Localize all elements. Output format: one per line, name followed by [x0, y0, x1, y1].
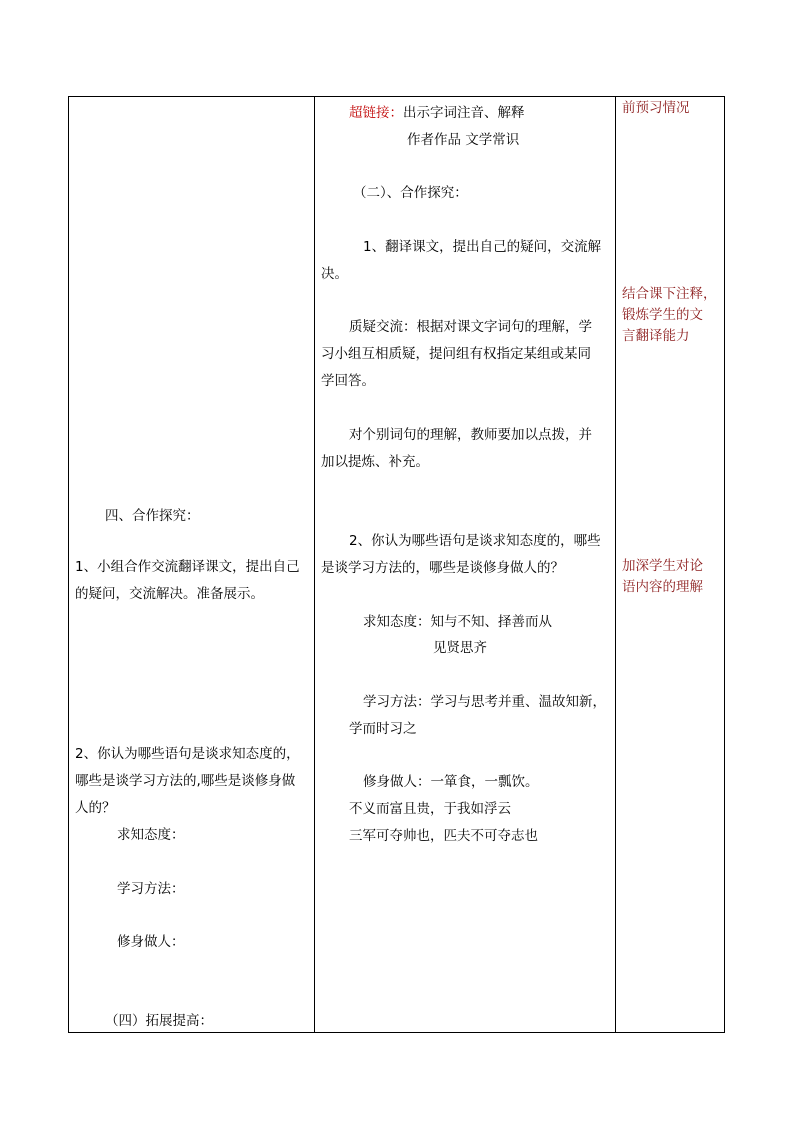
- attitude-answer-line1: 求知态度：知与不知、择善而从: [363, 614, 552, 630]
- note3-line1: 加深学生对论: [622, 558, 703, 574]
- cultivation-answer-line2: 不义而富且贵，于我如浮云: [349, 801, 511, 817]
- attitude-label: 求知态度：: [117, 827, 185, 843]
- cultivation-answer-line1: 修身做人：一箪食，一瓢饮。: [363, 774, 539, 790]
- design-intent-column: [616, 97, 725, 1033]
- section-title: （二）、合作探究：: [353, 185, 468, 201]
- q1-line2: 决。: [321, 266, 348, 282]
- attitude-answer-line2: 见贤思齐: [433, 640, 487, 656]
- note3-line2: 语内容的理解: [622, 579, 703, 595]
- method-answer-line2: 学而时习之: [349, 721, 417, 737]
- method-answer-line1: 学习方法：学习与思考并重、温故知新，: [363, 694, 606, 710]
- note2-line1: 结合课下注释，: [622, 286, 717, 302]
- note2-line3: 言翻译能力: [622, 328, 690, 344]
- cultivation-label: 修身做人：: [117, 934, 185, 950]
- teacher-activity-column: [315, 97, 616, 1033]
- hyperlink-text: 出示字词注音、解释: [403, 105, 525, 121]
- cooperative-inquiry-heading: 四、合作探究：: [105, 508, 200, 524]
- extension-heading: （四）拓展提高：: [105, 1013, 213, 1029]
- item1-line2: 的疑问，交流解决。准备展示。: [75, 586, 264, 602]
- cultivation-answer-line3: 三军可夺帅也，匹夫不可夺志也: [349, 828, 538, 844]
- note-preview: 前预习情况: [622, 100, 690, 116]
- item1-line1: 1、小组合作交流翻译课文，提出自己: [75, 559, 300, 575]
- discuss-line2: 习小组互相质疑，提问组有权指定某组或某同: [321, 346, 591, 362]
- item2-line3: 人的？: [75, 800, 116, 816]
- item2-line1: 2、你认为哪些语句是谈求知态度的，: [75, 746, 300, 762]
- method-label: 学习方法：: [117, 881, 185, 897]
- student-activity-column: [69, 97, 315, 1033]
- hyperlink-label[interactable]: 超链接：: [349, 105, 403, 121]
- q2-line2: 是谈学习方法的，哪些是谈修身做人的？: [321, 560, 564, 576]
- lesson-plan-table: [68, 96, 725, 1033]
- hyperlink-line: [349, 105, 525, 121]
- teacher-line1: 对个别词句的理解，教师要加以点拨，并: [349, 427, 592, 443]
- teacher-line2: 加以提炼、补充。: [321, 454, 429, 470]
- note2-line2: 锻炼学生的文: [622, 307, 703, 323]
- discuss-line1: 质疑交流：根据对课文字词句的理解，学: [349, 319, 592, 335]
- discuss-line3: 学回答。: [321, 373, 375, 389]
- author-works-line: 作者作品 文学常识: [407, 132, 520, 148]
- item2-line2: 哪些是谈学习方法的,哪些是谈修身做: [75, 773, 296, 789]
- q2-line1: 2、你认为哪些语句是谈求知态度的，哪些: [349, 533, 601, 549]
- q1-line1: 1、翻译课文，提出自己的疑问，交流解: [363, 239, 602, 255]
